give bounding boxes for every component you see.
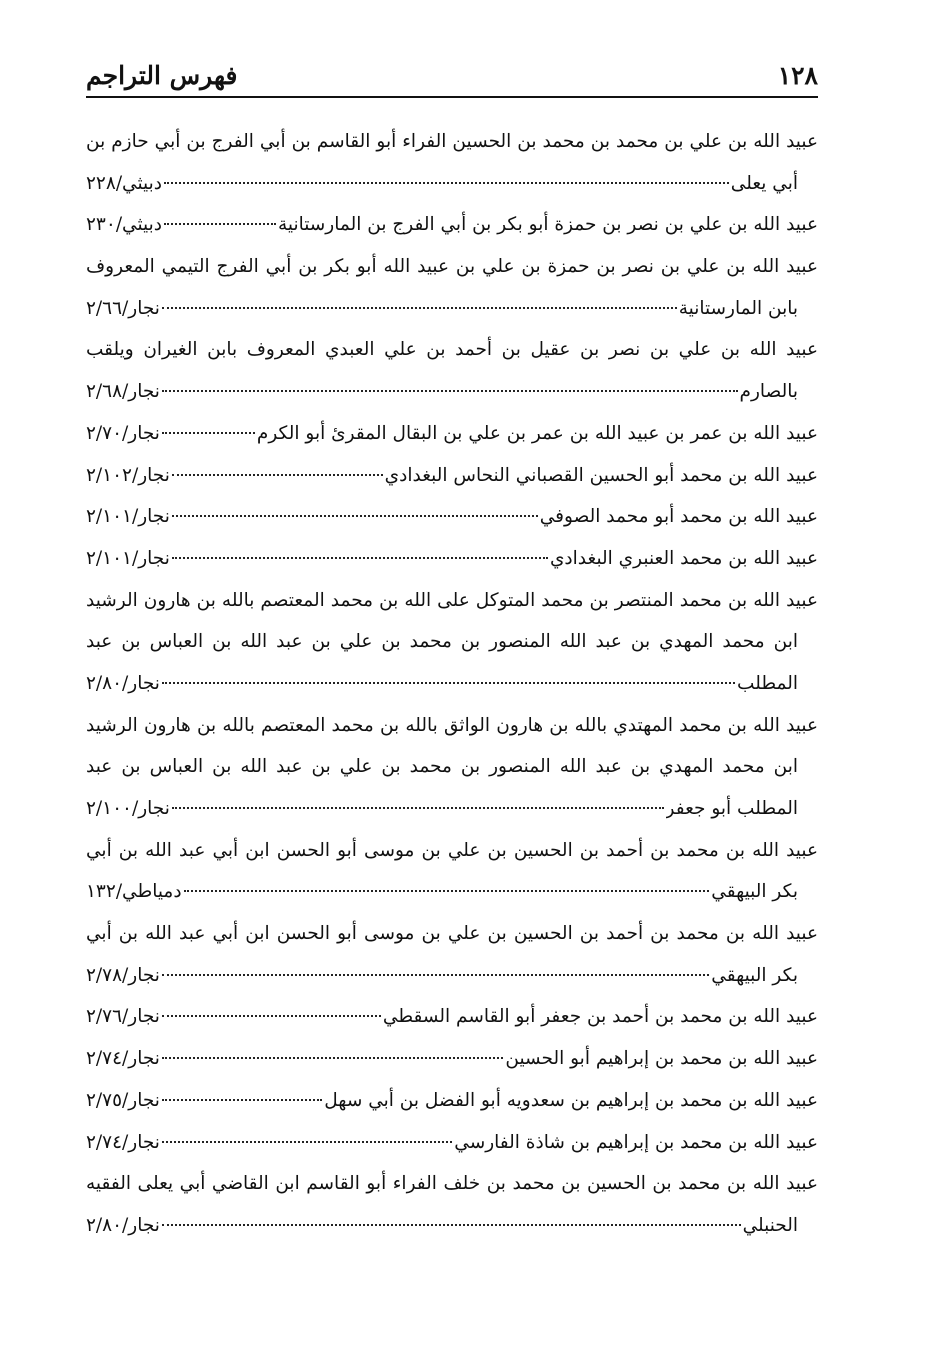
biography-index-list <box>86 121 818 1247</box>
source-reference: نجار/٢/٧٦ <box>86 1006 160 1028</box>
index-entry <box>86 204 818 246</box>
entry-name-text: عبيد الله بن محمد أبو الحسين القصباني النحاس البغدادي <box>384 464 818 486</box>
entry-last-line <box>86 371 818 413</box>
entry-line: عبيد الله بن علي بن محمد بن محمد بن الحسين الفراء أبو القاسم بن أبي الفرج بن أبي حازم بن <box>86 131 818 152</box>
entry-last-line <box>86 204 818 246</box>
source-reference: نجار/٢/٧٨ <box>86 964 160 986</box>
source-reference: نجار/٢/١٠٠ <box>86 798 170 819</box>
entry-last-line <box>86 955 818 997</box>
source-reference: نجار/٢/٧٤ <box>86 1131 160 1153</box>
entry-last-line <box>86 455 818 497</box>
source-reference: نجار/٢/٨٠ <box>86 672 160 694</box>
source-reference: دبيثي/٢٢٨ <box>86 172 163 194</box>
source-reference: دمياطي/١٣٢ <box>86 881 182 903</box>
dotted-leader <box>172 557 548 559</box>
source-reference: نجار/٢/٨٠ <box>86 1214 160 1236</box>
entry-name-text: الحنبلي <box>742 1214 798 1236</box>
entry-last-line <box>86 413 818 455</box>
dotted-leader <box>172 474 383 476</box>
entry-name-text: عبيد الله بن محمد بن إبراهيم أبو الحسين <box>505 1048 818 1070</box>
entry-line: ابن محمد المهدي بن عبد الله المنصور بن محمد بن علي بن عبد الله بن العباس بن عبد <box>86 756 798 778</box>
entry-name-text: أبي يعلى <box>730 172 798 194</box>
entry-last-line <box>86 996 818 1038</box>
index-entry <box>86 538 818 580</box>
index-entry <box>86 496 818 538</box>
entry-name-text: عبيد الله بن محمد بن أحمد بن جعفر أبو القاسم السقطي <box>382 1006 818 1028</box>
index-entry <box>86 455 818 497</box>
entry-name-text: بكر البيهقي <box>711 964 798 986</box>
entry-name-text: عبيد الله بن عمر بن عبيد الله بن عمر بن علي بن البقال المقرئ أبو الكرم <box>256 422 818 444</box>
dotted-leader <box>164 182 729 184</box>
entry-last-line <box>86 788 818 830</box>
entry-last-line <box>86 163 818 205</box>
page-header <box>86 50 818 98</box>
index-entry <box>86 1038 818 1080</box>
dotted-leader <box>162 1141 452 1143</box>
entry-last-line <box>86 1122 818 1164</box>
dotted-leader <box>184 890 710 892</box>
dotted-leader <box>162 432 255 434</box>
dotted-leader <box>162 974 709 976</box>
index-entry <box>86 580 818 705</box>
entry-name-text: عبيد الله بن محمد العنبري البغدادي <box>549 547 818 569</box>
entry-line: عبيد الله بن محمد بن أحمد بن الحسين بن علي بن موسى أبو الحسن ابن أبي عبد الله بن أبي <box>86 839 818 861</box>
index-entry <box>86 996 818 1038</box>
dotted-leader <box>162 1015 381 1017</box>
entry-line: عبيد الله بن محمد بن أحمد بن الحسين بن علي بن موسى أبو الحسن ابن أبي عبد الله بن أبي <box>86 923 818 945</box>
entry-last-line <box>86 1080 818 1122</box>
dotted-leader <box>162 682 735 684</box>
entry-line: عبيد الله بن علي بن نصر بن حمزة بن علي بن عبيد الله أبو بكر بن أبي الفرج التيمي المعروف <box>86 256 818 278</box>
index-entry <box>86 705 818 830</box>
entry-line: عبيد الله بن محمد المهتدي بالله بن هارون الواثق بالله بن محمد المعتصم بالله بن هارون الرشيد <box>86 714 818 736</box>
entry-line: ابن محمد المهدي بن عبد الله المنصور بن محمد بن علي بن عبد الله بن العباس بن عبد <box>86 631 798 653</box>
index-entry <box>86 1163 818 1246</box>
index-entry <box>86 329 818 412</box>
source-reference: نجار/٢/٧٥ <box>86 1089 160 1111</box>
entry-name-text: عبيد الله بن محمد بن إبراهيم بن سعدويه أبو الفضل بن أبي سهل <box>324 1089 818 1111</box>
index-entry <box>86 1122 818 1164</box>
entry-last-line <box>86 288 818 330</box>
entry-last-line <box>86 496 818 538</box>
source-reference: دبيثي/٢٣٠ <box>86 214 163 236</box>
dotted-leader <box>162 307 677 309</box>
entry-name-text: عبيد الله بن محمد أبو محمد الصوفي <box>539 506 818 528</box>
entry-line: عبيد الله بن محمد بن الحسين بن محمد بن خلف الفراء أبو القاسم ابن القاضي أبي يعلى الفقيه <box>86 1173 818 1195</box>
entry-line: عبيد الله بن علي بن نصر بن عقيل بن أحمد بن علي العبدي المعروف بابن الغيران ويلقب <box>86 339 818 361</box>
dotted-leader <box>162 1099 322 1101</box>
index-entry <box>86 913 818 996</box>
source-reference: نجار/٢/٧٤ <box>86 1048 160 1070</box>
dotted-leader <box>162 390 738 392</box>
dotted-leader <box>162 1057 503 1059</box>
entry-name-text: بالصارم <box>739 381 798 403</box>
dotted-leader <box>162 1224 741 1226</box>
entry-last-line <box>86 1205 818 1247</box>
page-number: ١٢٨ <box>777 61 818 90</box>
page-title: فهرس التراجم <box>86 61 238 90</box>
index-entry <box>86 830 818 913</box>
entry-line: عبيد الله بن محمد المنتصر بن محمد المتوكل على الله بن محمد المعتصم بالله بن هارون الرشيد <box>86 589 818 611</box>
index-entry <box>86 246 818 329</box>
source-reference: نجار/٢/١٠٢ <box>86 464 170 486</box>
index-entry <box>86 121 818 204</box>
entry-name-text: عبيد الله بن علي بن نصر بن حمزة أبو بكر بن أبي الفرج بن المارستانية <box>277 214 818 236</box>
source-reference: نجار/٢/١٠١ <box>86 547 170 569</box>
source-reference: نجار/٢/٦٨ <box>86 381 160 403</box>
index-entry <box>86 1080 818 1122</box>
dotted-leader <box>172 515 538 517</box>
source-reference: نجار/٢/٦٦ <box>86 297 160 319</box>
dotted-leader <box>164 223 276 225</box>
entry-name-text: عبيد الله بن محمد بن إبراهيم بن شاذة الفارسي <box>454 1131 818 1153</box>
entry-name-text: المطلب أبو جعفر <box>665 798 798 819</box>
entry-name-text: بابن المارستانية <box>678 297 798 319</box>
source-reference: نجار/٢/١٠١ <box>86 506 170 528</box>
entry-name-text: المطلب <box>737 672 798 694</box>
entry-name-text: بكر البيهقي <box>711 881 798 903</box>
entry-last-line <box>86 1038 818 1080</box>
entry-last-line <box>86 538 818 580</box>
source-reference: نجار/٢/٧٠ <box>86 422 160 444</box>
dotted-leader <box>172 807 664 809</box>
index-entry <box>86 413 818 455</box>
entry-last-line <box>86 871 818 913</box>
entry-last-line <box>86 663 818 705</box>
